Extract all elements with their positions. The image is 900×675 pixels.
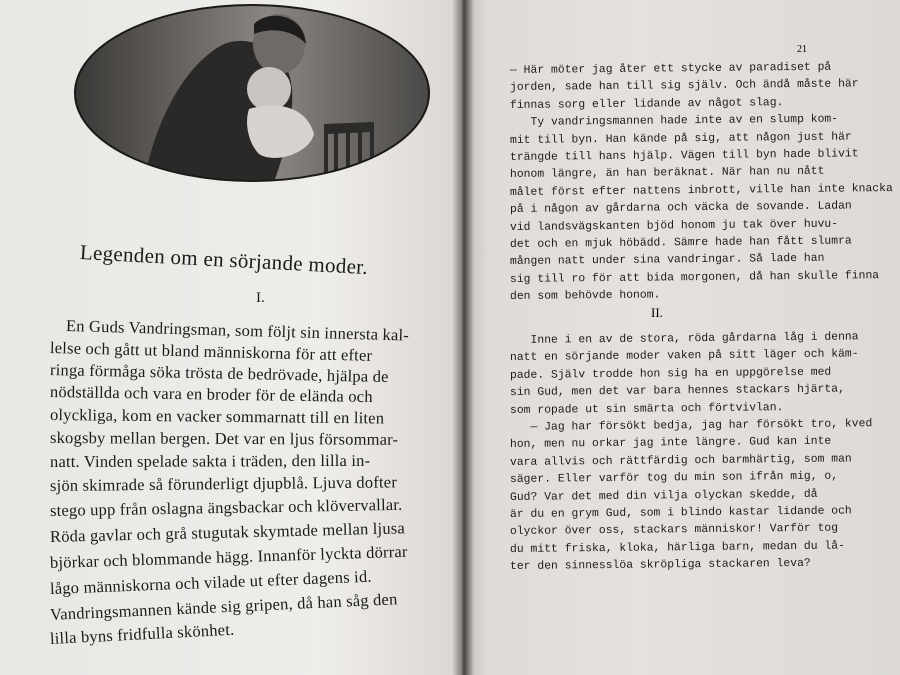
text-line: på i någon av gårdarna och väcka de sovande. Ladan bbox=[509, 200, 852, 217]
text-line: är du en grym Gud, som i blindo kastar lidande och bbox=[509, 505, 852, 522]
text-line: ter den sinnesslöa skröpliga stackaren leva? bbox=[509, 558, 811, 574]
text-line: vara allvis och rättfärdig och barmhärtig, som man bbox=[509, 453, 852, 469]
text-line: du mitt friska, kloka, härliga barn, medan du lå- bbox=[509, 540, 845, 556]
text-line: lågo människorna och vilade ut efter dagens id. bbox=[49, 566, 372, 598]
text-line: nödställda och vara en broder för de elända och bbox=[49, 382, 373, 407]
section-number-ii: II. bbox=[651, 305, 663, 320]
text-line: natt. Vinden spelade sakta i träden, den lilla in- bbox=[49, 450, 371, 471]
text-line: finnas sorg eller lidande av något slag. bbox=[509, 96, 784, 112]
text-line: hon, men nu orkar jag inte längre. Gud kan inte bbox=[509, 436, 832, 452]
text-line: sig till ro för att bida morgonen, då han skulle finna bbox=[509, 270, 880, 286]
text-line: lilla byns fridfulla skönhet. bbox=[49, 619, 235, 648]
text-line: trängde till hans hjälp. Vägen till byn hade blivit bbox=[509, 148, 859, 165]
text-line: Gud? Var det med din vilja olyckan skedde, då bbox=[509, 488, 818, 504]
text-line: olyckliga, kom en vacker sommarnatt till en liten bbox=[49, 405, 385, 428]
text-line: som ropade ut sin smärta och förtvivlan. bbox=[509, 401, 784, 417]
text-line: En Guds Vandringsman, som följt sin innersta kal- bbox=[65, 316, 410, 345]
text-line: sin Gud, men det var bara hennes stackars hjärta, bbox=[509, 383, 845, 400]
text-line: — Jag har försökt bedja, jag har försökt tro, kved bbox=[509, 418, 873, 435]
text-line: det och en mjuk höbädd. Sämre hade han fått slumra bbox=[509, 235, 852, 252]
right-body-block-1 bbox=[510, 63, 893, 307]
text-line: honom längre, än han beräknat. När han nu nått bbox=[509, 166, 825, 182]
chapter-title: Legenden om en sörjande moder. bbox=[79, 240, 369, 280]
text-line: pade. Själv trodde hon sig ha en uppgörelse med bbox=[509, 366, 832, 382]
right-body-block-2 bbox=[510, 333, 872, 577]
book-gutter bbox=[452, 0, 474, 675]
text-line: björkar och blommande hägg. Innanför lyckta dörrar bbox=[49, 541, 408, 572]
page-number: 21 bbox=[797, 44, 807, 55]
text-line: jorden, sade han till sig själv. Och ändå måste här bbox=[509, 78, 859, 95]
text-line: Röda gavlar och grå stugutak skymtade mellan ljusa bbox=[49, 518, 406, 546]
text-line: ringa förmåga söka trösta de bedrövade, hjälpa de bbox=[49, 360, 389, 387]
text-line: målet först efter nattens inbrott, ville han inte knacka bbox=[509, 182, 893, 199]
text-line: olyckor över oss, stackars människor! Varför tog bbox=[509, 523, 839, 539]
text-line: den som behövde honom. bbox=[509, 289, 661, 304]
text-line: säger. Eller varför tog du min son ifrån mig, o, bbox=[509, 470, 839, 487]
text-line: stego upp från oslagna ängsbackar och klövervallar. bbox=[49, 494, 403, 520]
mother-and-child-illustration bbox=[74, 4, 430, 182]
text-line: mången natt under sina vandringar. Så lade han bbox=[509, 253, 825, 269]
text-line: Vandringsmannen kände sig gripen, då han såg den bbox=[49, 589, 398, 624]
text-line: lelse och gått ut bland människorna för att efter bbox=[49, 338, 373, 365]
text-line: vid landsvägskanten bjöd honom ju tak över huvu- bbox=[509, 218, 839, 234]
text-line: mit till byn. Han kände på sig, att någon just här bbox=[509, 131, 852, 147]
section-number-i: I. bbox=[256, 290, 265, 306]
text-line: skogsby mellan bergen. Det var en ljus försommar- bbox=[49, 428, 399, 449]
text-line: Ty vandringsmannen hade inte av en slump kom- bbox=[509, 113, 839, 130]
text-line: — Här möter jag åter ett stycke av paradiset på bbox=[509, 61, 832, 77]
text-line: sjön skimrade så förunderligt djupblå. Ljuva dofter bbox=[49, 472, 398, 495]
text-line: Inne i en av de stora, röda gårdarna låg i denna bbox=[509, 331, 859, 347]
text-line: natt en sörjande moder vaken på sitt läger och käm- bbox=[509, 348, 859, 365]
